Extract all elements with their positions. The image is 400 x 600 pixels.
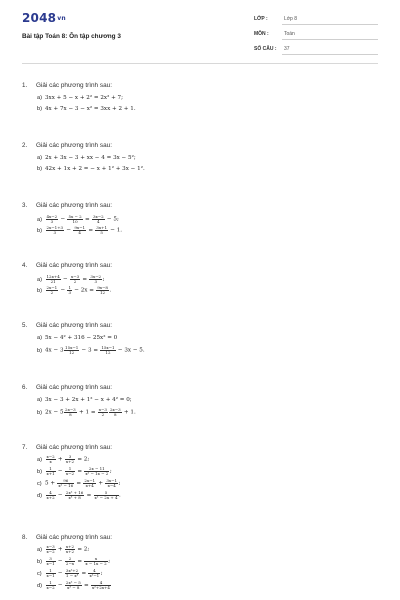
equation-text: 42x + 1x + 2 = − x + 1² + 3x − 1². xyxy=(45,166,145,172)
fraction-numerator: 3x−1 xyxy=(106,478,118,483)
fraction xyxy=(70,275,80,284)
fraction xyxy=(65,491,84,500)
fraction-denominator: x−4 xyxy=(107,483,116,488)
logo-suffix: vn xyxy=(57,15,66,22)
fraction-denominator: x+2 xyxy=(65,549,75,554)
fraction xyxy=(67,215,82,224)
fraction-denominator: 10 xyxy=(72,219,78,224)
fraction xyxy=(65,569,79,578)
equation-part xyxy=(37,479,120,488)
fraction xyxy=(89,275,102,284)
fraction-numerator: x+2 xyxy=(65,544,75,549)
exercise-number: 1. xyxy=(22,82,28,89)
fraction-numerator: 2 xyxy=(65,557,75,562)
fraction-numerator: 1 xyxy=(46,569,56,574)
part-label: a) xyxy=(37,216,42,223)
fraction-numerator: 9x−8 xyxy=(97,285,108,290)
fraction-numerator: x−2 xyxy=(46,454,55,459)
equation-text: = xyxy=(84,492,94,499)
equation-text: = xyxy=(74,480,83,487)
exercise-number: 8. xyxy=(22,534,28,541)
fraction-numerator: 3 xyxy=(65,455,75,460)
equation-part xyxy=(37,557,110,566)
equation-part xyxy=(37,581,111,590)
fraction-numerator: 2x−1 xyxy=(46,285,58,290)
fraction-numerator: 4 xyxy=(46,491,56,496)
fraction xyxy=(67,286,72,295)
fraction xyxy=(46,275,61,284)
equation-text: = xyxy=(79,570,88,577)
fraction-numerator: x−3 xyxy=(71,274,80,279)
fraction xyxy=(65,581,82,590)
fraction-denominator: 12 xyxy=(105,350,111,355)
fraction-numerator: 3 xyxy=(46,557,56,562)
fraction-denominator: 1 − x³ xyxy=(65,573,79,578)
page-title: Bài tập Toán 8: Ôn tập chương 3 xyxy=(22,33,121,40)
equation-text: − xyxy=(56,582,65,589)
equation-text: = xyxy=(82,582,91,589)
equation-part xyxy=(37,346,145,355)
meta-key: LỚP : xyxy=(254,16,268,22)
fraction-numerator: 1 xyxy=(65,467,75,472)
fraction xyxy=(46,569,56,578)
fraction-denominator: 4 xyxy=(97,219,100,224)
equation-part xyxy=(37,215,119,224)
fraction xyxy=(96,285,112,295)
fraction-numerator: 4 xyxy=(88,569,100,574)
header-divider xyxy=(22,63,378,64)
equation-text: + 1. xyxy=(122,409,136,416)
fraction-numerator: 4x−2 xyxy=(46,214,58,219)
fraction-numerator: 2x − 11 xyxy=(84,467,109,472)
meta-underline xyxy=(282,54,378,55)
meta-key: SỐ CÂU : xyxy=(254,46,277,52)
equation-part xyxy=(37,335,117,341)
equation-text: 5 + xyxy=(45,480,57,487)
fraction-numerator: 15x−1 xyxy=(65,345,79,350)
equation-part xyxy=(37,166,145,172)
equation-text: 4x − 3 xyxy=(45,347,64,354)
equation-text: − 3x − 5. xyxy=(116,347,145,354)
fraction xyxy=(46,286,59,295)
equation-part xyxy=(37,545,89,554)
equation-text: + xyxy=(56,456,65,463)
fraction xyxy=(95,226,108,235)
fraction-denominator: 8 xyxy=(114,412,117,417)
exercise-title: Giải các phương trình sau: xyxy=(36,202,112,209)
equation-part xyxy=(37,491,121,500)
part-label: a) xyxy=(37,335,42,341)
document-header xyxy=(0,0,400,56)
fraction-numerator: 9x−1 xyxy=(74,225,86,230)
part-label: d) xyxy=(37,582,42,589)
equation-part xyxy=(37,286,111,295)
part-label: c) xyxy=(37,480,42,487)
equation-text: = xyxy=(80,276,89,283)
equation-part xyxy=(37,106,136,112)
fraction xyxy=(94,491,119,500)
fraction-numerator: 1 xyxy=(68,285,71,290)
fraction-denominator: 12 xyxy=(100,290,106,295)
fraction xyxy=(84,467,109,476)
fraction-denominator: 2 xyxy=(73,279,77,284)
fraction xyxy=(46,545,56,554)
site-logo[interactable] xyxy=(22,11,66,25)
equation-part xyxy=(37,226,122,235)
fraction-numerator: 2x² + 16 xyxy=(65,490,84,495)
meta-value: Toán xyxy=(284,31,295,37)
fraction-numerator: 2x−1 xyxy=(84,478,96,483)
fraction-denominator: x³ + 8 xyxy=(68,495,81,500)
fraction-denominator: 8 xyxy=(69,412,72,417)
fraction xyxy=(91,581,111,590)
part-label: b) xyxy=(37,468,42,475)
equation-part xyxy=(37,397,132,403)
meta-underline xyxy=(282,39,378,40)
fraction-denominator: x−1 xyxy=(46,573,55,578)
fraction-denominator: x − 1x − 2 xyxy=(85,561,107,566)
fraction xyxy=(46,581,56,590)
fraction xyxy=(46,491,56,500)
part-label: a) xyxy=(37,397,42,403)
fraction-denominator: 3 xyxy=(68,290,71,295)
fraction xyxy=(46,467,56,476)
equation-part xyxy=(37,155,136,161)
fraction xyxy=(65,455,75,464)
meta-key: MÔN : xyxy=(254,31,269,37)
exercise-number: 4. xyxy=(22,262,28,269)
fraction-denominator: x−2 xyxy=(46,549,55,554)
fraction-numerator: 3x−2 xyxy=(90,274,102,279)
fraction-denominator: x xyxy=(49,459,52,464)
exercise-title: Giải các phương trình sau: xyxy=(36,534,112,541)
fraction-numerator: 2x² − 5 xyxy=(65,580,81,585)
equation-part xyxy=(37,95,123,101)
exercise-title: Giải các phương trình sau: xyxy=(36,444,112,451)
part-label: d) xyxy=(37,492,42,499)
fraction xyxy=(109,408,122,417)
part-label: b) xyxy=(37,347,42,354)
fraction xyxy=(88,569,100,578)
fraction xyxy=(98,408,108,417)
fraction xyxy=(46,215,59,224)
fraction-denominator: x+4 xyxy=(85,483,94,488)
exercise-title: Giải các phương trình sau: xyxy=(36,322,112,329)
fraction-denominator: x² − 2x + 4 xyxy=(94,495,118,500)
fraction-denominator: 5 xyxy=(100,230,103,235)
equation-text: − xyxy=(61,276,70,283)
equation-text: = 2; xyxy=(75,456,90,463)
part-label: b) xyxy=(37,166,42,172)
fraction xyxy=(83,479,96,488)
fraction-denominator: x² − 16 xyxy=(58,483,74,488)
meta-value: Lớp 8 xyxy=(284,16,298,22)
part-label: a) xyxy=(37,95,42,101)
equation-part xyxy=(37,569,103,578)
fraction-numerator: 96 xyxy=(57,479,74,484)
part-label: b) xyxy=(37,558,42,565)
fraction-numerator: 3x+1 xyxy=(96,225,107,230)
equation-text: 3x − 3 + 2x + 1² − x + 4² = 0; xyxy=(45,397,132,403)
fraction xyxy=(105,479,118,488)
equation-text: = xyxy=(83,216,92,223)
part-label: b) xyxy=(37,106,42,112)
equation-text: − xyxy=(56,570,65,577)
part-label: a) xyxy=(37,155,42,161)
fraction xyxy=(57,479,74,488)
exercise-number: 3. xyxy=(22,202,28,209)
equation-text: − 3 = xyxy=(79,347,100,354)
fraction-denominator: x+2 xyxy=(65,459,75,464)
fraction-denominator: x² − 1x − 2 xyxy=(85,471,109,476)
equation-part xyxy=(37,408,136,417)
fraction xyxy=(65,545,75,554)
fraction xyxy=(92,215,105,224)
equation-text: − xyxy=(56,492,65,499)
fraction-numerator: 1 xyxy=(46,581,56,586)
part-label: a) xyxy=(37,456,42,463)
equation-text: − xyxy=(56,558,65,565)
fraction-denominator: 4 xyxy=(78,230,81,235)
fraction-denominator: x−2 xyxy=(65,471,75,476)
fraction-denominator: x³ − 8 xyxy=(67,585,80,590)
fraction-denominator: x²−1 xyxy=(89,573,100,578)
equation-text: + xyxy=(56,546,65,553)
equation-text: = xyxy=(75,468,84,475)
fraction xyxy=(65,467,75,476)
fraction xyxy=(46,557,56,566)
equation-text: + xyxy=(96,480,105,487)
equation-text: − xyxy=(58,287,67,294)
fraction-denominator: x−1 xyxy=(46,561,55,566)
fraction xyxy=(73,226,86,235)
equation-text: ; xyxy=(118,480,121,487)
fraction xyxy=(46,455,56,464)
exercise-number: 6. xyxy=(22,384,28,391)
exercise-number: 2. xyxy=(22,142,28,149)
equation-text: = xyxy=(86,227,95,234)
equation-part xyxy=(37,275,105,284)
exercise-title: Giải các phương trình sau: xyxy=(36,384,112,391)
equation-text: . xyxy=(119,492,121,499)
fraction-numerator: 2x−1+3 xyxy=(46,225,64,230)
fraction-denominator: 3 xyxy=(94,279,98,284)
fraction-numerator: 4 xyxy=(91,581,111,586)
equation-text: = 2; xyxy=(75,546,90,553)
equation-text: = xyxy=(75,558,84,565)
part-label: b) xyxy=(37,409,42,416)
part-label: b) xyxy=(37,227,42,234)
fraction-numerator: x xyxy=(84,557,107,562)
equation-text: + 1 = xyxy=(77,409,98,416)
exercise-number: 7. xyxy=(22,444,28,451)
part-label: a) xyxy=(37,276,42,283)
part-label: b) xyxy=(37,287,42,294)
fraction xyxy=(46,226,65,235)
meta-underline xyxy=(282,24,378,25)
fraction-numerator: 3x−2 xyxy=(92,214,104,219)
equation-text: − 1. xyxy=(108,227,123,234)
equation-text: 3xx + 5 − x + 2² = 2x² + 7; xyxy=(45,95,123,101)
fraction xyxy=(65,557,75,566)
part-label: a) xyxy=(37,546,42,553)
fraction-denominator: x−2 xyxy=(46,585,55,590)
part-label: c) xyxy=(37,570,42,577)
fraction-denominator: 2 xyxy=(101,412,105,417)
equation-text: − xyxy=(58,216,67,223)
fraction-numerator: x−3 xyxy=(98,407,107,412)
equation-text: ; xyxy=(102,276,105,283)
equation-text: . xyxy=(109,287,112,294)
equation-text: − xyxy=(56,468,65,475)
fraction xyxy=(84,557,107,566)
fraction xyxy=(64,408,77,417)
equation-part xyxy=(37,467,112,476)
fraction-numerator: 3x²+2 xyxy=(65,568,79,573)
exercise-number: 5. xyxy=(22,322,28,329)
fraction-numerator: 15x−1 xyxy=(101,345,115,350)
equation-text: 2x + 3x − 3 + xx − 4 = 3x − 5²; xyxy=(45,155,136,161)
equation-text: 5x − 4² + 316 − 25x² = 0 xyxy=(45,335,118,341)
fraction-denominator: x+2 xyxy=(46,495,55,500)
fraction-denominator: 2 xyxy=(50,290,54,295)
exercise-title: Giải các phương trình sau: xyxy=(36,82,112,89)
equation-text: − xyxy=(64,227,73,234)
fraction-denominator: 2−x xyxy=(65,561,75,566)
fraction-numerator: 5 xyxy=(94,491,119,496)
fraction-denominator: 3 xyxy=(50,219,54,224)
fraction-denominator: 12 xyxy=(69,350,75,355)
fraction-denominator: x²+2x+4 xyxy=(92,585,110,590)
equation-text: ; xyxy=(108,558,111,565)
equation-text: 4x + 7x − 3 − x² = 3xx + 2 + 1. xyxy=(45,106,136,112)
exercise-title: Giải các phương trình sau: xyxy=(36,142,112,149)
fraction xyxy=(100,346,115,355)
fraction-numerator: 12x+4 xyxy=(46,274,60,279)
fraction-denominator: 3 xyxy=(53,230,57,235)
equation-text: ; xyxy=(100,570,103,577)
fraction-numerator: 2x−3 xyxy=(109,407,121,412)
fraction-numerator: x−3 xyxy=(46,544,55,549)
equation-text: 2x − 5 xyxy=(45,409,64,416)
fraction-denominator: x+1 xyxy=(46,471,55,476)
equation-part xyxy=(37,455,89,464)
logo-text: 2048 xyxy=(22,11,57,25)
equation-text: − 2x = xyxy=(72,287,96,294)
fraction-denominator: 21 xyxy=(50,279,56,284)
meta-value: 37 xyxy=(284,46,290,52)
equation-text: ; xyxy=(109,468,112,475)
fraction-numerator: 2x−3 xyxy=(65,407,76,412)
fraction-numerator: 5x − 2 xyxy=(68,214,82,219)
fraction xyxy=(64,346,79,355)
fraction-numerator: 1 xyxy=(46,467,56,472)
exercise-title: Giải các phương trình sau: xyxy=(36,262,112,269)
equation-text: − 5; xyxy=(105,216,119,223)
